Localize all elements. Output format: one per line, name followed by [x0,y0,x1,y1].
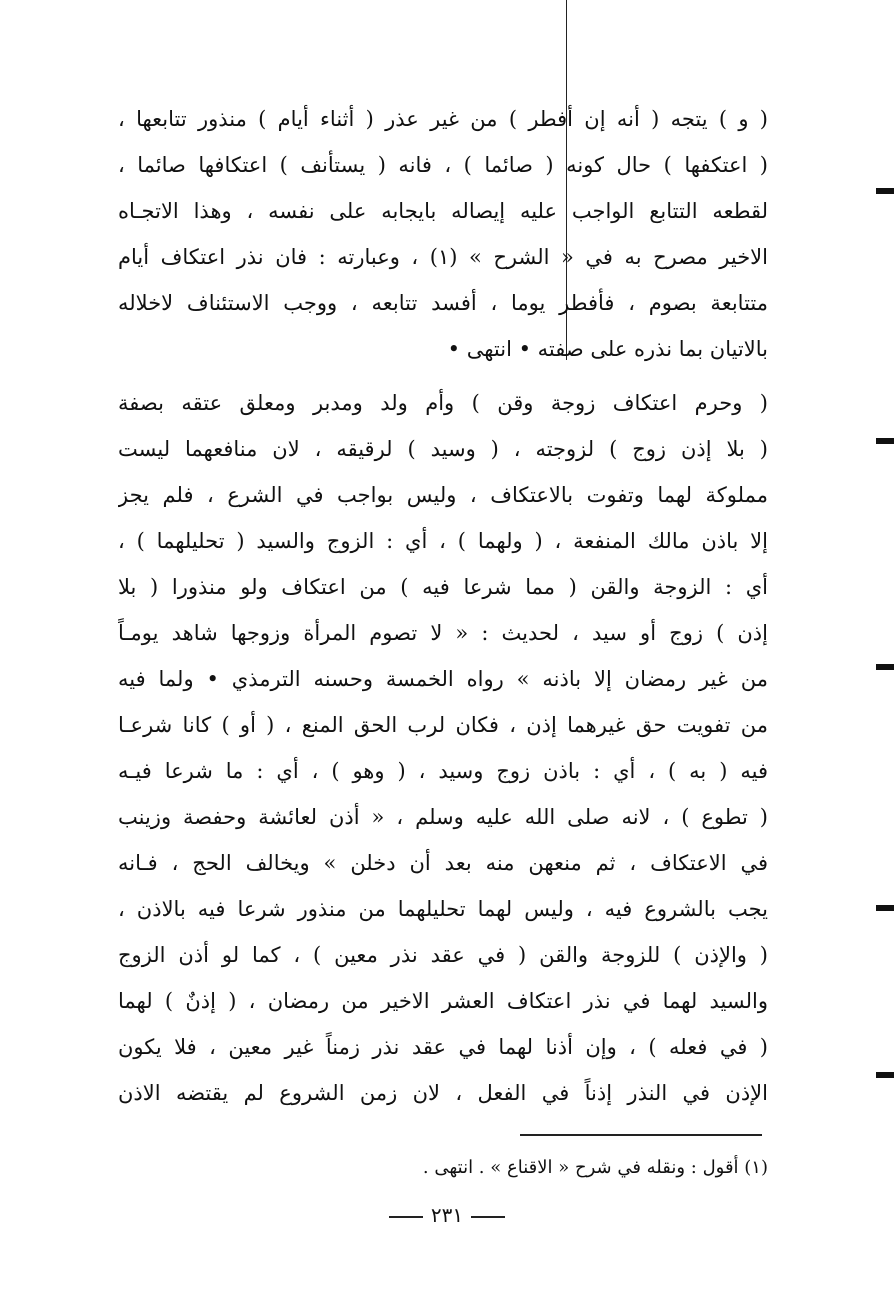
margin-mark [876,1072,894,1078]
text-line: ( في فعله ) ، وإن أذنا لهما في عقد نذر زمناً غير معين ، فلا يكون [118,1035,768,1059]
text-line: مملوكة لهما وتفوت بالاعتكاف ، وليس بواجب في الشرع ، فلم يجز [118,483,768,507]
margin-mark [876,188,894,194]
text-line: الاخير مصرح به في « الشرح » (١) ، وعبارته : فان نذر اعتكاف أيام [118,245,768,269]
text-line: إلا باذن مالك المنفعة ، ( ولهما ) ، أي : الزوج والسيد ( تحليلهما ) ، [118,529,768,553]
text-line: لقطعه التتابع الواجب عليه إيصاله بايجابه على نفسه ، وهذا الاتجـاه [118,199,768,223]
text-line: والسيد لهما في نذر اعتكاف العشر الاخير من رمضان ، ( إذنٌ ) لهما [118,989,768,1013]
margin-mark [876,664,894,670]
text-line: من تفويت حق غيرهما إذن ، فكان لرب الحق المنع ، ( أو ) كانا شرعـا [118,713,768,737]
text-line: ( والإذن ) للزوجة والقن ( في عقد نذر معين ) ، كما لو أذن الزوج [118,943,768,967]
text-line: يجب بالشروع فيه ، وليس لهما تحليلهما من منذور شرعا فيه بالاذن ، [118,897,768,921]
margin-mark [876,438,894,444]
text-line: فيه ( به ) ، أي : باذن زوج وسيد ، ( وهو ) ، أي : ما شرعا فيـه [118,759,768,783]
paragraph-2 [118,380,768,1116]
paragraph-1 [118,96,768,372]
text-line: إذن ) زوج أو سيد ، لحديث : « لا تصوم المرأة وزوجها شاهد يومـاً [118,621,768,645]
text-line: الإذن في النذر إذناً في الفعل ، لان زمن الشروع لم يقتضه الاذن [118,1081,768,1105]
text-line: ( و ) يتجه ( أنه إن أفطر ) من غير عذر ( أثناء أيام ) منذور تتابعها ، [118,107,768,131]
text-line: بالاتيان بما نذره على صفته • انتهى • [447,337,768,361]
page-number-value: ٢٣١ [430,1203,464,1227]
margin-mark [876,905,894,911]
footnote-separator [520,1134,762,1136]
text-line: من غير رمضان إلا باذنه » رواه الخمسة وحسنه الترمذي • ولما فيه [118,667,768,691]
footnote: (١) أقول : ونقله في شرح « الاقناع » . انتهى . [422,1157,768,1178]
text-line: ( تطوع ) ، لانه صلى الله عليه وسلم ، « أذن لعائشة وحفصة وزينب [118,805,768,829]
text-line: أي : الزوجة والقن ( مما شرعا فيه ) من اعتكاف ولو منذورا ( بلا [118,575,768,599]
page-number [0,1197,894,1233]
page-number-dash [389,1216,423,1218]
text-line: ( بلا إذن زوج ) لزوجته ، ( وسيد ) لرقيقه ، لان منافعهما ليست [118,437,768,461]
text-line: ( اعتكفها ) حال كونه ( صائما ) ، فانه ( يستأنف ) اعتكافها صائما ، [118,153,768,177]
text-line: ( وحرم اعتكاف زوجة وقن ) وأم ولد ومدبر ومعلق عتقه بصفة [118,391,768,415]
page-number-dash [471,1216,505,1218]
text-line: متتابعة بصوم ، فأفطر يوما ، أفسد تتابعه ، ووجب الاستئناف لاخلاله [118,291,768,315]
text-line: في الاعتكاف ، ثم منعهن منه بعد أن دخلن » ويخالف الحج ، فـانه [118,851,768,875]
